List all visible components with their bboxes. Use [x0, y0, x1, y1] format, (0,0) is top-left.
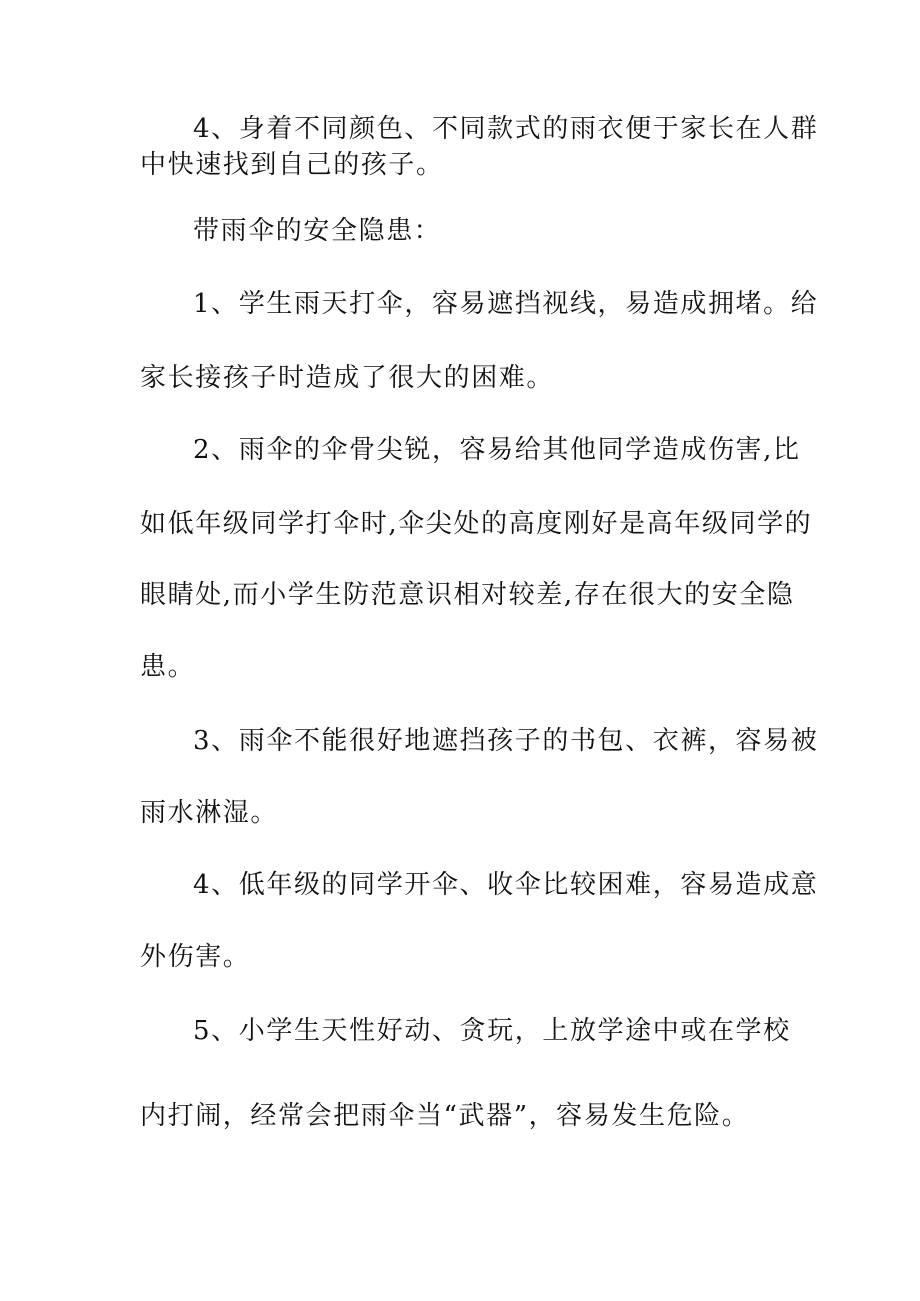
- paragraph-6-line-1: 4、低年级的同学开伞、收伞比较困难，容易造成意: [193, 870, 819, 900]
- paragraph-6-line-2: 外伤害。: [140, 942, 251, 972]
- paragraph-1-line-2: 中快速找到自己的孩子。: [140, 150, 444, 180]
- paragraph-7-line-2: 内打闹，经常会把雨伞当“武器”，容易发生危险。: [140, 1101, 750, 1131]
- paragraph-1-line-1: 4、身着不同颜色、不同款式的雨衣便于家长在人群: [193, 114, 819, 144]
- paragraph-3-line-1: 1、学生雨天打伞，容易遮挡视线，易造成拥堵。给: [193, 289, 819, 319]
- paragraph-4-line-3: 眼睛处,而小学生防范意识相对较差,存在很大的安全隐: [140, 580, 795, 610]
- paragraph-4-line-2: 如低年级同学打伞时,伞尖处的高度刚好是高年级同学的: [140, 509, 813, 539]
- section-heading-umbrella-hazards: 带雨伞的安全隐患：: [193, 216, 442, 246]
- paragraph-5-line-2: 雨水淋湿。: [140, 798, 279, 828]
- paragraph-7-line-1: 5、小学生天性好动、贪玩，上放学途中或在学校: [193, 1016, 791, 1046]
- paragraph-5-line-1: 3、雨伞不能很好地遮挡孩子的书包、衣裤，容易被: [193, 726, 819, 756]
- paragraph-3-line-2: 家长接孩子时造成了很大的困难。: [140, 363, 555, 393]
- paragraph-4-line-4: 患。: [140, 652, 196, 682]
- paragraph-4-line-1: 2、雨伞的伞骨尖锐，容易给其他同学造成伤害,比: [193, 435, 801, 465]
